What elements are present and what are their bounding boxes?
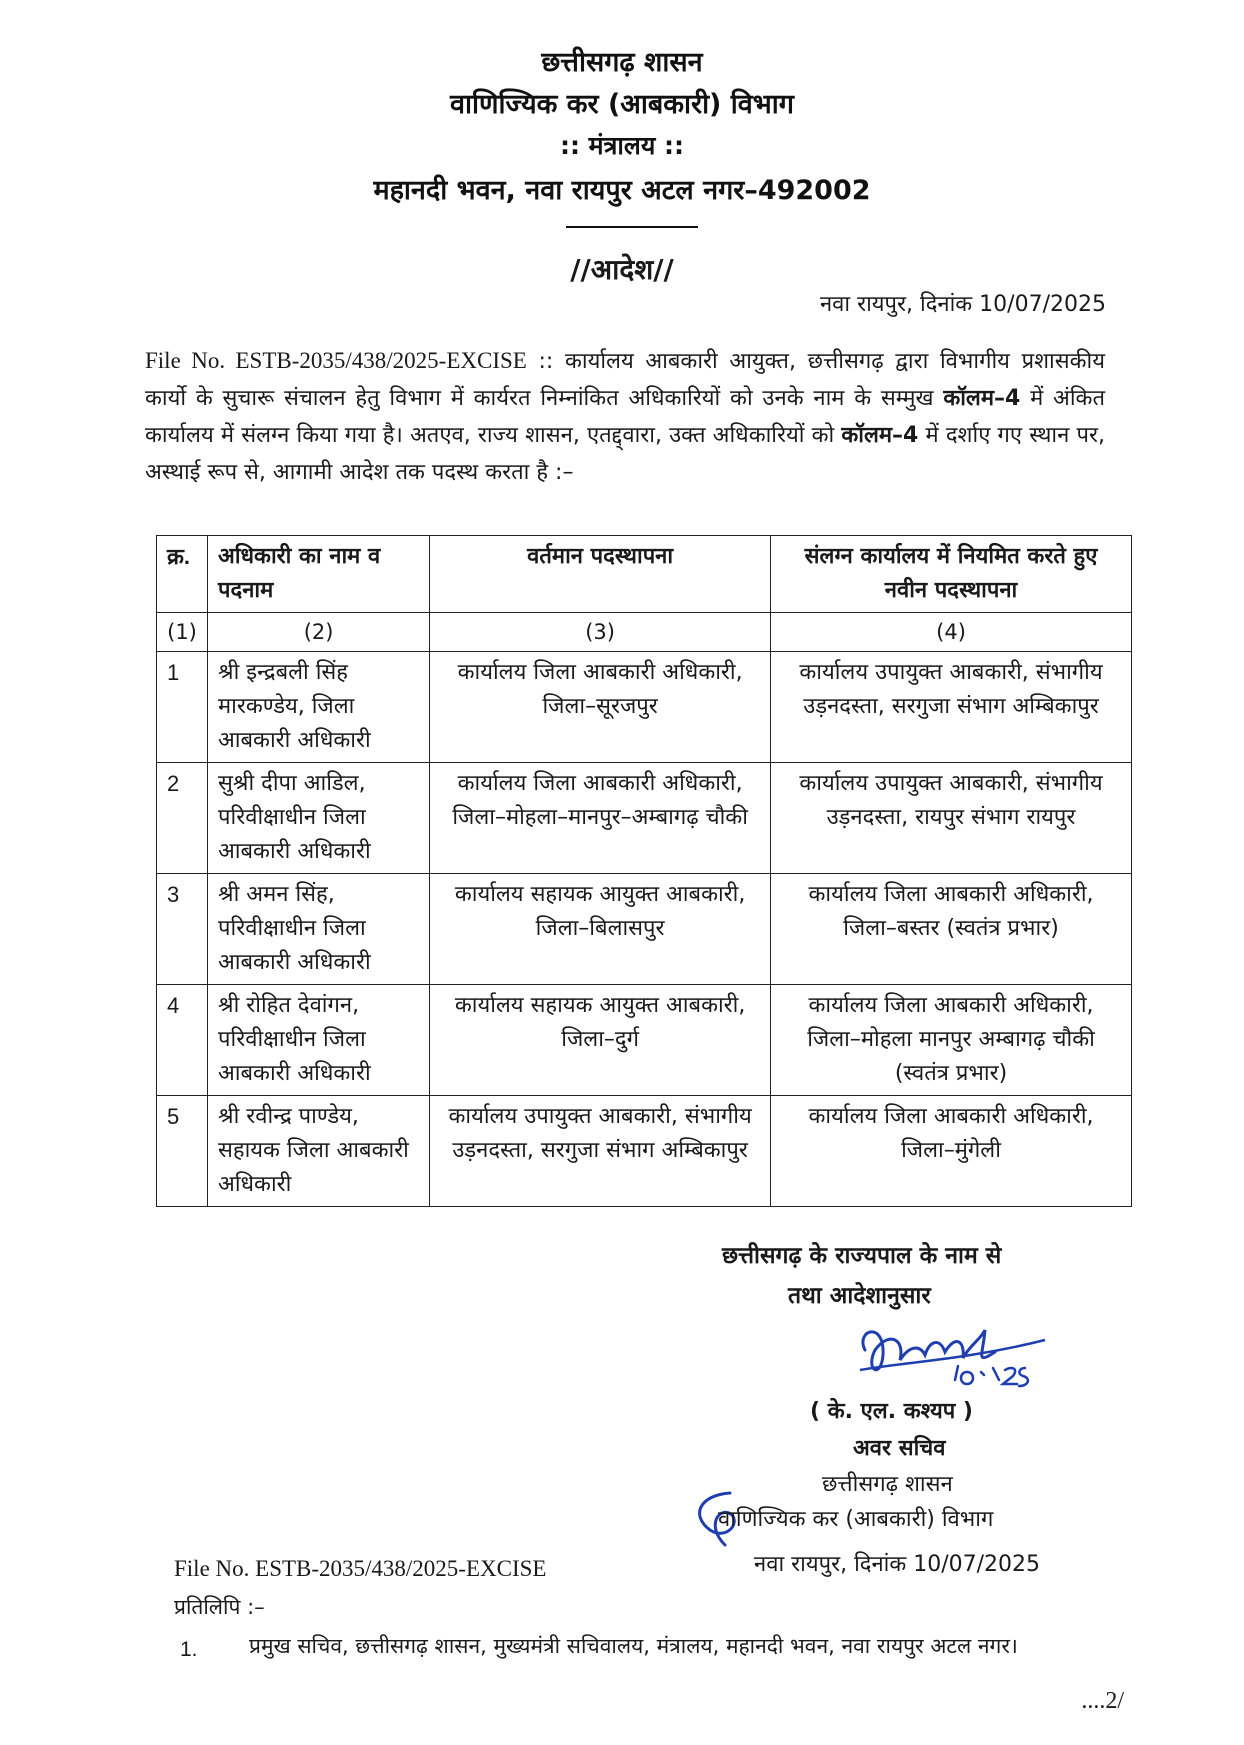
table-header-row — [157, 536, 1132, 613]
table-row — [157, 985, 1132, 1096]
table-row — [157, 874, 1132, 985]
intro-text-a: :: कार्यालय आबकारी आयुक्त, छत्तीसगढ़ द्वारा विभागीय प्रशासकीय कार्यो के सुचारू संचालन हेतु विभाग में कार्यरत निम्नांकित अधिकारियों को उनके नाम के सम्मुख — [145, 349, 1105, 411]
authority-line-2: तथा आदेशानुसार — [788, 1283, 931, 1309]
page-continuation: ....2/ — [1081, 1688, 1124, 1714]
header-divider — [566, 226, 698, 228]
column-number-4: (4) — [771, 613, 1132, 652]
ministry-heading: :: मंत्रालय :: — [559, 131, 685, 160]
row-current-posting: कार्यालय जिला आबकारी अधिकारी, जिला–सूरजपुर — [430, 652, 771, 763]
row-officer-name: सुश्री दीपा आडिल, परिवीक्षाधीन जिला आबकारी अधिकारी — [208, 763, 430, 874]
row-serial: 5 — [157, 1096, 208, 1207]
header-serial: क्र. — [157, 536, 208, 613]
order-date: नवा रायपुर, दिनांक 10/07/2025 — [819, 292, 1106, 317]
row-new-posting: कार्यालय जिला आबकारी अधिकारी, जिला–मुंगेली — [771, 1096, 1132, 1207]
row-current-posting: कार्यालय सहायक आयुक्त आबकारी, जिला–दुर्ग — [430, 985, 771, 1096]
list-item — [174, 1628, 1134, 1664]
header-current-posting: वर्तमान पदस्थापना — [430, 536, 771, 613]
intro-file-number: File No. ESTB-2035/438/2025-EXCISE — [145, 348, 527, 373]
header-officer-name: अधिकारी का नाम व पदनाम — [208, 536, 430, 613]
copy-file-number: File No. ESTB-2035/438/2025-EXCISE — [174, 1556, 547, 1581]
table-row — [157, 1096, 1132, 1207]
intro-text-b: में अंकित कार्यालय में संलग्न किया गया है। अतएव, राज्य शासन, एतद्द्वारा, उक्त अधिकारियों को — [145, 386, 1105, 448]
row-new-posting: कार्यालय उपायुक्त आबकारी, संभागीय उड़नदस्ता, सरगुजा संभाग अम्बिकापुर — [771, 652, 1132, 763]
row-officer-name: श्री रवीन्द्र पाण्डेय, सहायक जिला आबकारी अधिकारी — [208, 1096, 430, 1207]
row-officer-name: श्री अमन सिंह, परिवीक्षाधीन जिला आबकारी अधिकारी — [208, 874, 430, 985]
intro-bold-column-b: कॉलम–4 — [841, 423, 919, 448]
row-officer-name: श्री इन्द्रबली सिंह मारकण्डेय, जिला आबकारी अधिकारी — [208, 652, 430, 763]
signatory-date: नवा रायपुर, दिनांक 10/07/2025 — [754, 1552, 1041, 1577]
column-number-1: (1) — [157, 613, 208, 652]
authority-line-1: छत्तीसगढ़ के राज्यपाल के नाम से — [722, 1243, 1002, 1269]
row-new-posting: कार्यालय उपायुक्त आबकारी, संभागीय उड़नदस्ता, रायपुर संभाग रायपुर — [771, 763, 1132, 874]
row-officer-name: श्री रोहित देवांगन, परिवीक्षाधीन जिला आबकारी अधिकारी — [208, 985, 430, 1096]
order-title: //आदेश// — [570, 253, 674, 286]
department-heading: वाणिज्यिक कर (आबकारी) विभाग — [450, 89, 794, 120]
intro-text-c: में दर्शाए गए स्थान पर, अस्थाई रूप से, आगामी आदेश तक पदस्थ करता है :– — [145, 423, 1105, 485]
header-new-posting: संलग्न कार्यालय में नियमित करते हुए नवीन पदस्थापना — [771, 536, 1132, 613]
order-intro-paragraph — [145, 342, 1105, 491]
row-serial: 3 — [157, 874, 208, 985]
address-heading: महानदी भवन, नवा रायपुर अटल नगर–492002 — [373, 175, 871, 206]
table-row — [157, 652, 1132, 763]
column-number-2: (2) — [208, 613, 430, 652]
table-row — [157, 763, 1132, 874]
column-number-3: (3) — [430, 613, 771, 652]
government-heading: छत्तीसगढ़ शासन — [541, 47, 703, 78]
signatory-department: वाणिज्यिक कर (आबकारी) विभाग — [718, 1507, 994, 1532]
signatory-name: ( के. एल. कश्यप ) — [810, 1399, 973, 1424]
row-new-posting: कार्यालय जिला आबकारी अधिकारी, जिला–बस्तर (स्वतंत्र प्रभार) — [771, 874, 1132, 985]
row-serial: 4 — [157, 985, 208, 1096]
table-column-number-row — [157, 613, 1132, 652]
signatory-designation: अवर सचिव — [853, 1436, 946, 1461]
intro-bold-column-a: कॉलम–4 — [943, 386, 1021, 411]
copy-label: प्रतिलिपि :– — [174, 1595, 265, 1619]
signatory-government: छत्तीसगढ़ शासन — [822, 1472, 953, 1497]
row-current-posting: कार्यालय जिला आबकारी अधिकारी, जिला–मोहला–मानपुर–अम्बागढ़ चौकी — [430, 763, 771, 874]
row-new-posting: कार्यालय जिला आबकारी अधिकारी, जिला–मोहला मानपुर अम्बागढ़ चौकी (स्वतंत्र प्रभार) — [771, 985, 1132, 1096]
row-serial: 2 — [157, 763, 208, 874]
copy-item-number: 1. — [180, 1638, 198, 1661]
row-serial: 1 — [157, 652, 208, 763]
handwritten-signature-icon — [845, 1310, 1075, 1400]
row-current-posting: कार्यालय उपायुक्त आबकारी, संभागीय उड़नदस्ता, सरगुजा संभाग अम्बिकापुर — [430, 1096, 771, 1207]
posting-table — [156, 535, 1132, 1207]
row-current-posting: कार्यालय सहायक आयुक्त आबकारी, जिला–बिलासपुर — [430, 874, 771, 985]
copy-item-text: प्रमुख सचिव, छत्तीसगढ़ शासन, मुख्यमंत्री सचिवालय, मंत्रालय, महानदी भवन, नवा रायपुर अटल नगर। — [249, 1634, 1018, 1658]
